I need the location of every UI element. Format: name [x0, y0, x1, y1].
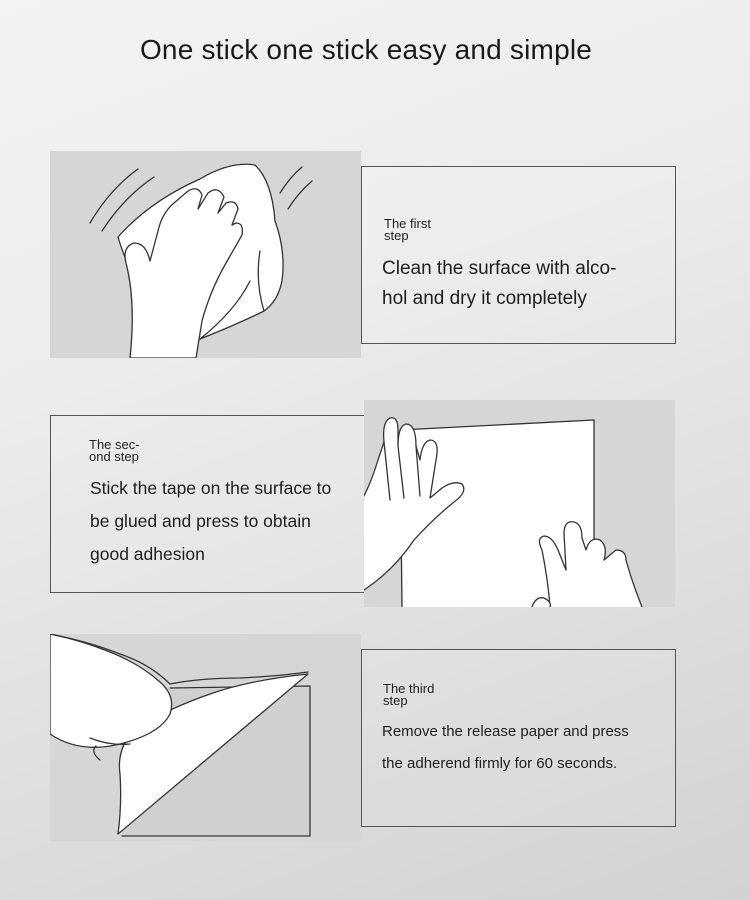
- step-1-label-line: The first: [384, 216, 431, 231]
- step-2-text-line: good adhesion: [90, 544, 205, 564]
- step-2-label: [89, 439, 140, 463]
- step-3-text-line: Remove the release paper and press: [382, 723, 629, 740]
- step-2-text-line: be glued and press to obtain: [90, 511, 311, 531]
- step-2-text: [90, 472, 331, 571]
- step-1-text: [382, 254, 616, 314]
- step-3-text-line: the adherend firmly for 60 seconds.: [382, 755, 618, 772]
- step-3-text: [382, 716, 629, 780]
- step-3-label: [383, 683, 434, 707]
- step-1-text-line: hol and dry it completely: [382, 288, 587, 309]
- step-2-text-line: Stick the tape on the surface to: [90, 478, 332, 498]
- step-1-text-line: Clean the surface with alco-: [382, 258, 617, 279]
- peel-release-paper-illustration: [50, 634, 361, 841]
- step-2-label-line: ond step: [89, 449, 139, 464]
- page-title: One stick one stick easy and simple: [139, 34, 593, 65]
- step-3-label-line: step: [383, 693, 408, 708]
- step-1-label: [384, 218, 431, 242]
- step-2-label-line: The sec-: [89, 437, 140, 452]
- press-tape-illustration: [364, 400, 675, 607]
- step-1-label-line: step: [384, 228, 409, 243]
- wipe-cloth-illustration: [50, 151, 361, 358]
- step-3-label-line: The third: [383, 681, 435, 696]
